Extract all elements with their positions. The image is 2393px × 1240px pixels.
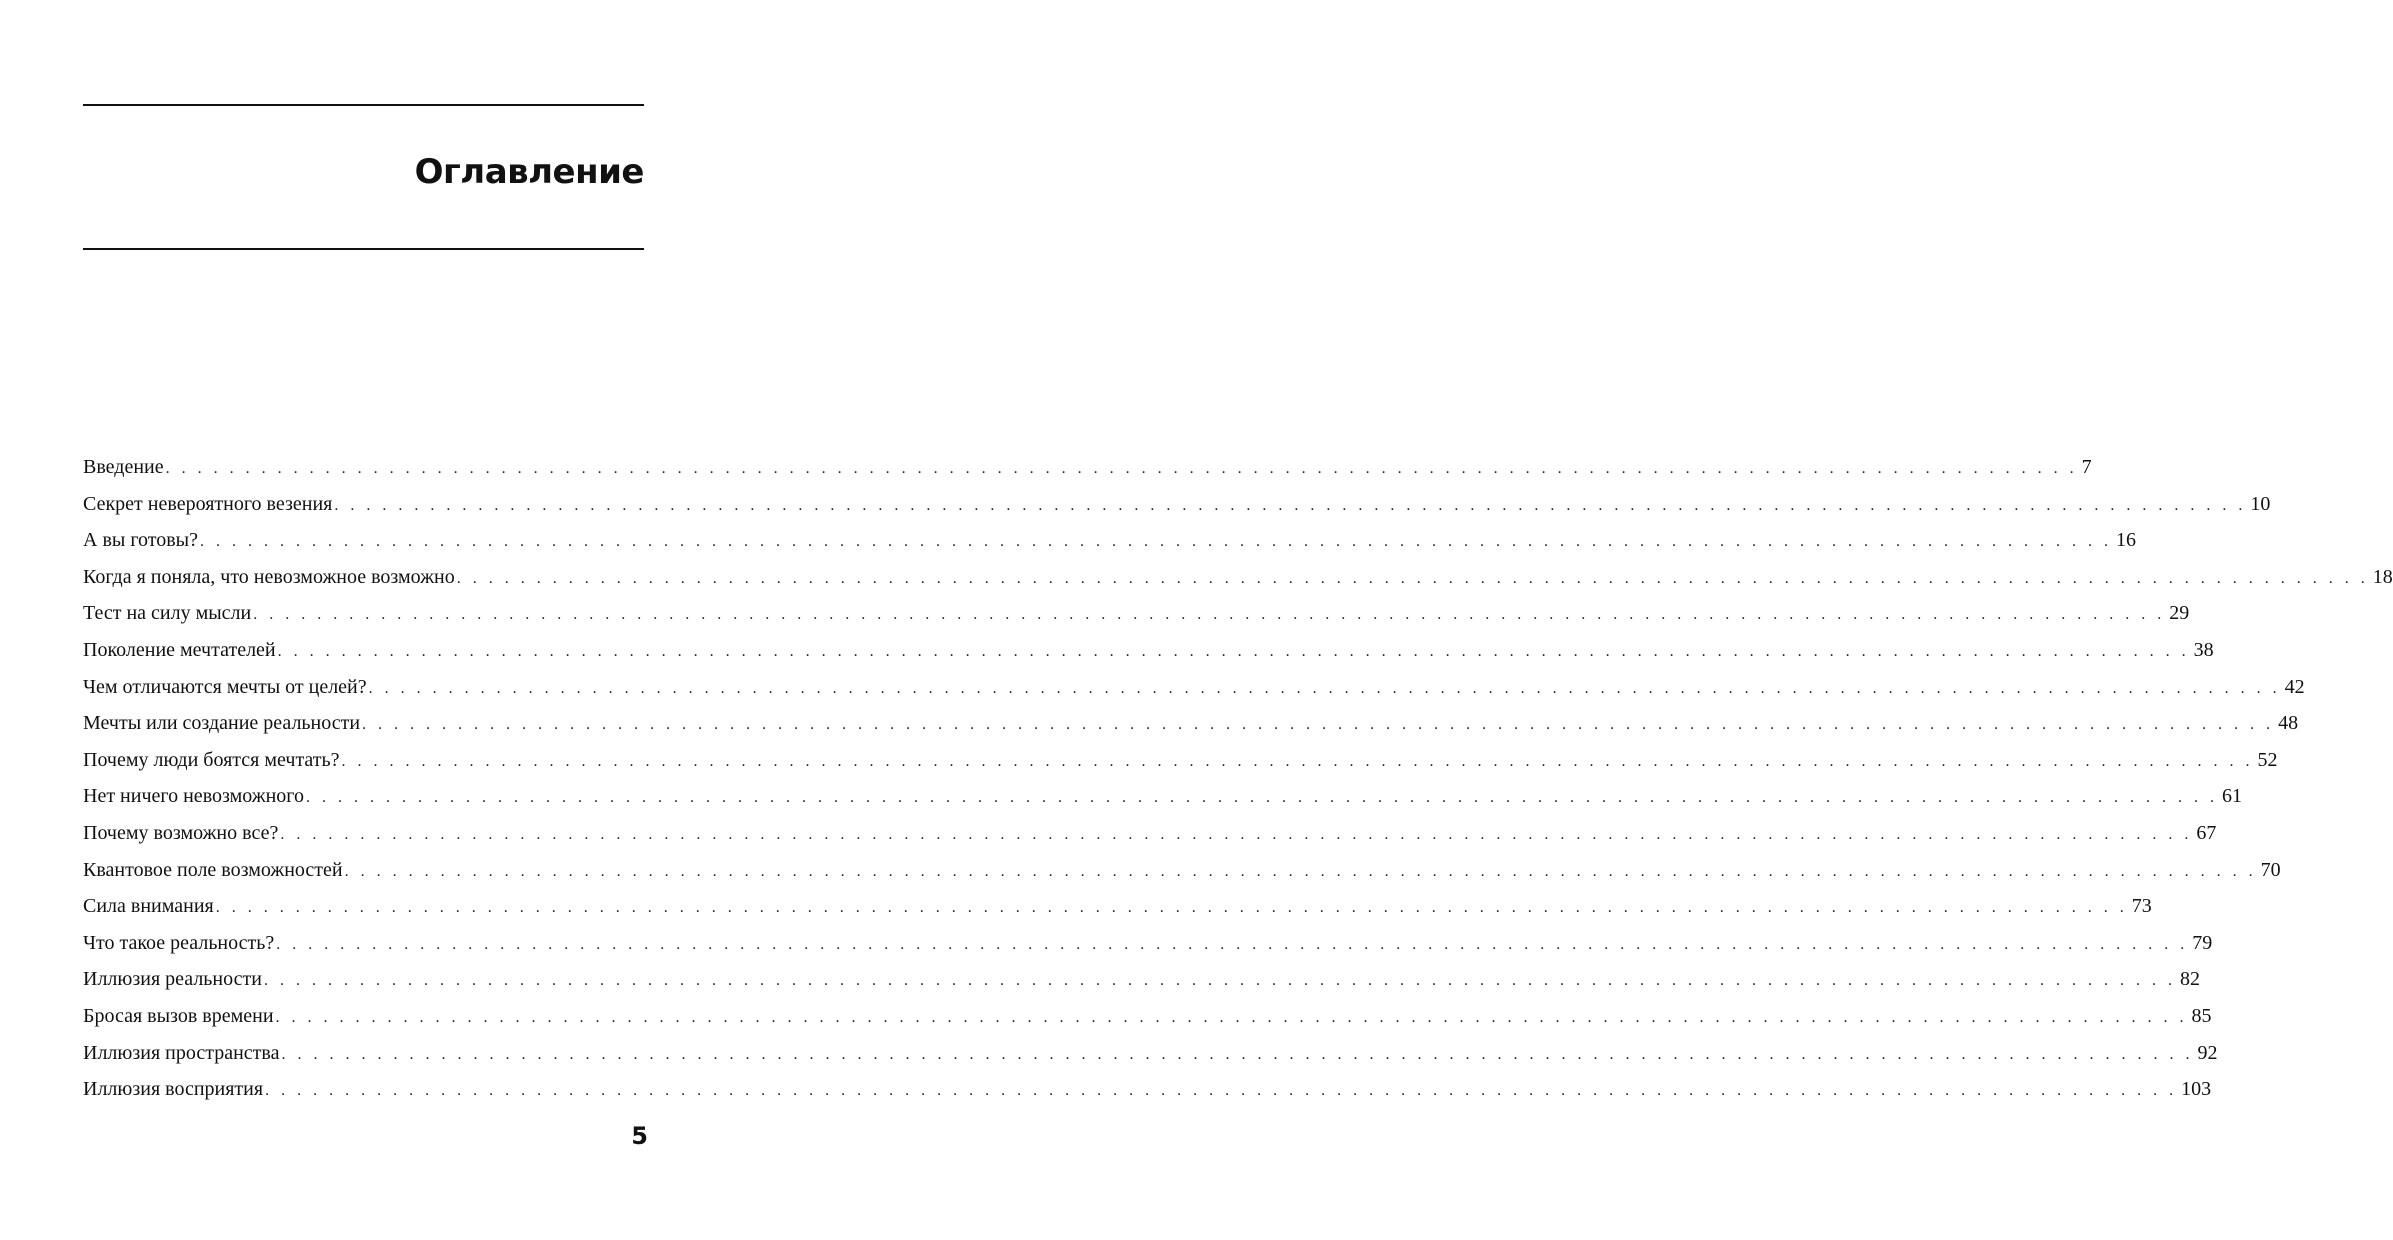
toc-entry-label: Квантовое поле возможностей: [83, 858, 343, 881]
toc-dot-leader: . . . . . . . . . . . . . . . . . . . . . . . . . . . . . . . . . . . . . . . . . . . . . . . . . . . . . . . . . . . . . . . . . . . . . . . . . . . . . . . . . . . . . . . . . . . . . . . . . . . . . . . . . . . . . . . . . . . . . . . .: [253, 606, 2166, 624]
toc-dot-leader: . . . . . . . . . . . . . . . . . . . . . . . . . . . . . . . . . . . . . . . . . . . . . . . . . . . . . . . . . . . . . . . . . . . . . . . . . . . . . . . . . . . . . . . . . . . . . . . . . . . . . . . . . . . . . . . . . . . . . . . .: [263, 972, 2176, 990]
toc-entry[interactable]: [83, 891, 2152, 928]
toc-entry-page: 92: [2197, 1041, 2218, 1064]
toc-dot-leader: . . . . . . . . . . . . . . . . . . . . . . . . . . . . . . . . . . . . . . . . . . . . . . . . . . . . . . . . . . . . . . . . . . . . . . . . . . . . . . . . . . . . . . . . . . . . . . . . . . . . . . . . . . . . . . . . . . . . . . . .: [280, 825, 2193, 843]
toc-entry-page: 42: [2284, 675, 2305, 698]
toc-entry[interactable]: [83, 489, 2271, 526]
toc-entry[interactable]: [83, 964, 2200, 1001]
toc-entry-label: Иллюзия реальности: [83, 968, 262, 991]
toc-entry[interactable]: [83, 745, 2278, 782]
toc-entry-label: А вы готовы?: [83, 529, 198, 552]
toc-entry[interactable]: [83, 598, 2190, 635]
toc-entry-label: Мечты или создание реальности: [83, 712, 361, 735]
toc-entry[interactable]: [83, 562, 2393, 599]
toc-entry-page: 82: [2179, 968, 2200, 991]
toc-entry-page: 29: [2169, 602, 2190, 625]
toc-entry-label: Что такое реальность?: [83, 931, 275, 954]
toc-entry-label: Бросая вызов времени: [83, 1004, 274, 1027]
toc-entry[interactable]: [83, 781, 2242, 818]
toc-entry-page: 61: [2222, 785, 2242, 808]
toc-entry-page: 16: [2116, 529, 2136, 552]
toc-entry-label: Почему возможно все?: [83, 821, 279, 844]
toc-entry-label: Почему люди боятся мечтать?: [83, 748, 340, 771]
toc-entry-label: Тест на силу мысли: [83, 602, 252, 625]
toc-entry-page: 10: [2250, 492, 2271, 515]
toc-entry[interactable]: [83, 928, 2213, 965]
page-number: 5: [631, 1122, 648, 1150]
table-of-contents: [83, 452, 2393, 1111]
toc-dot-leader: . . . . . . . . . . . . . . . . . . . . . . . . . . . . . . . . . . . . . . . . . . . . . . . . . . . . . . . . . . . . . . . . . . . . . . . . . . . . . . . . . . . . . . . . . . . . . . . . . . . . . . . . . . . . . . . . . . . . . . . .: [341, 752, 2254, 770]
toc-dot-leader: . . . . . . . . . . . . . . . . . . . . . . . . . . . . . . . . . . . . . . . . . . . . . . . . . . . . . . . . . . . . . . . . . . . . . . . . . . . . . . . . . . . . . . . . . . . . . . . . . . . . . . . . . . . . . . . . . . . . . . . .: [456, 569, 2369, 587]
toc-dot-leader: . . . . . . . . . . . . . . . . . . . . . . . . . . . . . . . . . . . . . . . . . . . . . . . . . . . . . . . . . . . . . . . . . . . . . . . . . . . . . . . . . . . . . . . . . . . . . . . . . . . . . . . . . . . . . . . . . . . . . . . .: [368, 679, 2281, 697]
toc-dot-leader: . . . . . . . . . . . . . . . . . . . . . . . . . . . . . . . . . . . . . . . . . . . . . . . . . . . . . . . . . . . . . . . . . . . . . . . . . . . . . . . . . . . . . . . . . . . . . . . . . . . . . . . . . . . . . . . . . . . . . . . .: [215, 899, 2128, 917]
bottom-rule: [83, 248, 644, 250]
page-title: Оглавление: [414, 152, 644, 192]
toc-entry[interactable]: [83, 635, 2214, 672]
toc-entry[interactable]: [83, 855, 2281, 892]
toc-entry-label: Иллюзия восприятия: [83, 1078, 264, 1101]
toc-dot-leader: . . . . . . . . . . . . . . . . . . . . . . . . . . . . . . . . . . . . . . . . . . . . . . . . . . . . . . . . . . . . . . . . . . . . . . . . . . . . . . . . . . . . . . . . . . . . . . . . . . . . . . . . . . . . . . . . . . . . . . . .: [275, 1008, 2188, 1026]
toc-entry[interactable]: [83, 1001, 2212, 1038]
toc-entry[interactable]: [83, 672, 2305, 709]
top-rule: [83, 104, 644, 106]
toc-entry-label: Нет ничего невозможного: [83, 785, 304, 808]
toc-entry[interactable]: [83, 708, 2299, 745]
toc-entry-page: 18: [2372, 565, 2393, 588]
toc-dot-leader: . . . . . . . . . . . . . . . . . . . . . . . . . . . . . . . . . . . . . . . . . . . . . . . . . . . . . . . . . . . . . . . . . . . . . . . . . . . . . . . . . . . . . . . . . . . . . . . . . . . . . . . . . . . . . . . . . . . . . . . .: [362, 716, 2275, 734]
toc-entry-page: 67: [2196, 821, 2217, 844]
toc-dot-leader: . . . . . . . . . . . . . . . . . . . . . . . . . . . . . . . . . . . . . . . . . . . . . . . . . . . . . . . . . . . . . . . . . . . . . . . . . . . . . . . . . . . . . . . . . . . . . . . . . . . . . . . . . . . . . . . . . . . . . . . .: [277, 642, 2190, 660]
toc-entry-page: 85: [2191, 1004, 2212, 1027]
toc-entry-label: Поколение мечтателей: [83, 638, 276, 661]
toc-entry-page: 79: [2192, 931, 2213, 954]
toc-entry[interactable]: [83, 1038, 2218, 1075]
toc-entry-label: Секрет невероятного везения: [83, 492, 333, 515]
toc-dot-leader: . . . . . . . . . . . . . . . . . . . . . . . . . . . . . . . . . . . . . . . . . . . . . . . . . . . . . . . . . . . . . . . . . . . . . . . . . . . . . . . . . . . . . . . . . . . . . . . . . . . . . . . . . . . . . . . . . . . . . . . .: [281, 1045, 2194, 1063]
toc-dot-leader: . . . . . . . . . . . . . . . . . . . . . . . . . . . . . . . . . . . . . . . . . . . . . . . . . . . . . . . . . . . . . . . . . . . . . . . . . . . . . . . . . . . . . . . . . . . . . . . . . . . . . . . . . . . . . . . . . . . . . . . .: [265, 1082, 2178, 1100]
toc-dot-leader: . . . . . . . . . . . . . . . . . . . . . . . . . . . . . . . . . . . . . . . . . . . . . . . . . . . . . . . . . . . . . . . . . . . . . . . . . . . . . . . . . . . . . . . . . . . . . . . . . . . . . . . . . . . . . . . . . . . . . . . .: [344, 862, 2257, 880]
toc-dot-leader: . . . . . . . . . . . . . . . . . . . . . . . . . . . . . . . . . . . . . . . . . . . . . . . . . . . . . . . . . . . . . . . . . . . . . . . . . . . . . . . . . . . . . . . . . . . . . . . . . . . . . . . . . . . . . . . . . . . . . . . .: [200, 533, 2112, 551]
toc-entry[interactable]: [83, 452, 2092, 489]
toc-entry-label: Иллюзия пространства: [83, 1041, 280, 1064]
toc-entry[interactable]: [83, 818, 2217, 855]
toc-dot-leader: . . . . . . . . . . . . . . . . . . . . . . . . . . . . . . . . . . . . . . . . . . . . . . . . . . . . . . . . . . . . . . . . . . . . . . . . . . . . . . . . . . . . . . . . . . . . . . . . . . . . . . . . . . . . . . . . . . . . . . . .: [334, 496, 2247, 514]
toc-entry-label: Когда я поняла, что невозможное возможно: [83, 565, 455, 588]
toc-dot-leader: . . . . . . . . . . . . . . . . . . . . . . . . . . . . . . . . . . . . . . . . . . . . . . . . . . . . . . . . . . . . . . . . . . . . . . . . . . . . . . . . . . . . . . . . . . . . . . . . . . . . . . . . . . . . . . . . . . . . . . . .: [306, 789, 2218, 807]
toc-entry-page: 48: [2278, 712, 2299, 735]
toc-dot-leader: . . . . . . . . . . . . . . . . . . . . . . . . . . . . . . . . . . . . . . . . . . . . . . . . . . . . . . . . . . . . . . . . . . . . . . . . . . . . . . . . . . . . . . . . . . . . . . . . . . . . . . . . . . . . . . . . . . . . . . . .: [276, 935, 2189, 953]
toc-entry-page: 103: [2181, 1078, 2212, 1101]
toc-entry-page: 52: [2257, 748, 2278, 771]
toc-entry[interactable]: [83, 525, 2136, 562]
toc-dot-leader: . . . . . . . . . . . . . . . . . . . . . . . . . . . . . . . . . . . . . . . . . . . . . . . . . . . . . . . . . . . . . . . . . . . . . . . . . . . . . . . . . . . . . . . . . . . . . . . . . . . . . . . . . . . . . . . . . . . . . . . .: [165, 460, 2078, 477]
toc-entry-page: 7: [2081, 456, 2092, 478]
toc-entry-label: Чем отличаются мечты от целей?: [83, 675, 367, 698]
toc-entry-label: Сила внимания: [83, 895, 214, 918]
toc-entry[interactable]: [83, 1074, 2212, 1111]
toc-entry-page: 70: [2260, 858, 2281, 881]
toc-entry-page: 38: [2193, 638, 2214, 661]
toc-entry-page: 73: [2131, 895, 2152, 918]
toc-entry-label: Введение: [83, 456, 164, 478]
